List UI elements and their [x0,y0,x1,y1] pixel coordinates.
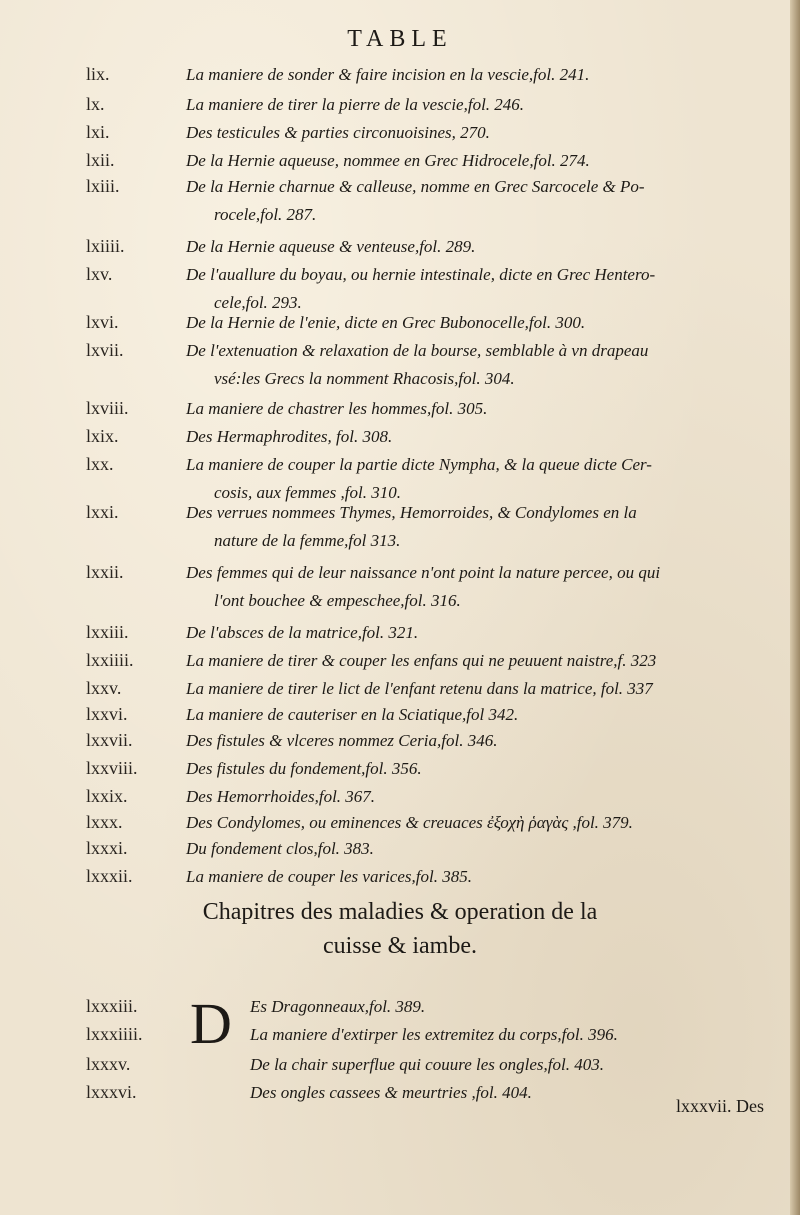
entry-number: lxxxiiii. [86,1024,143,1044]
entry-text-continuation: l'ont bouchee & empeschee,fol. 316. [214,591,461,610]
section-heading-line1: Chapitres des maladies & operation de la [202,899,598,925]
entry-number: lxxi. [86,502,119,522]
catchword: lxxxvii. Des [676,1096,764,1116]
entry-text: De la chair superflue qui couure les ongles,fol. 403. [250,1055,604,1074]
entry-number: lxii. [86,150,115,170]
entry-number: lxxxii. [86,866,133,886]
entry-text: De l'auallure du boyau, ou hernie intestinale, dicte en Grec Hentero- [186,265,656,284]
entry-text: La maniere de couper les varices,fol. 385. [186,867,472,886]
entry-number: lxxxiii. [86,996,138,1016]
drop-capital: D [190,991,232,1056]
entry-text: Des Condylomes, ou eminences & creuaces ἐξοχὴ ῥαγὰς ,fol. 379. [186,813,633,832]
entry-number: lxxxvi. [86,1082,137,1102]
entry-number: lxxii. [86,562,124,582]
entry-text: De la Hernie aqueuse & venteuse,fol. 289. [186,237,476,256]
entry-number: lxxix. [86,786,128,806]
entry-number: lxxiiii. [86,650,134,670]
entry-text: Des Hermaphrodites, fol. 308. [186,427,393,446]
entry-text: Des Hemorrhoides,fol. 367. [186,787,376,806]
entry-text: Des femmes qui de leur naissance n'ont point la nature percee, ou qui [186,563,661,582]
entry-number: lxiiii. [86,236,125,256]
entry-text: La maniere d'extirper les extremitez du corps,fol. 396. [250,1025,618,1044]
entry-text: La maniere de couper la partie dicte Nympha, & la queue dicte Cer- [186,455,652,474]
entry-number: lxviii. [86,398,129,418]
entry-text: Des verrues nommees Thymes, Hemorroides, & Condylomes en la [186,503,637,522]
entry-text-continuation: nature de la femme,fol 313. [214,531,401,550]
entry-text: Es Dragonneaux,fol. 389. [250,997,426,1016]
entry-text: La maniere de tirer & couper les enfans qui ne peuuent naistre,f. 323 [186,651,657,670]
entry-text: La maniere de chastrer les hommes,fol. 305. [186,399,488,418]
page-title: TABLE [347,26,453,52]
entry-number: lxxvii. [86,730,133,750]
entry-number: lxi. [86,122,110,142]
entry-number: lxx. [86,454,114,474]
entry-text-continuation: rocele,fol. 287. [214,205,317,224]
entry-text-continuation: cele,fol. 293. [214,293,302,312]
entry-number: lxix. [86,426,119,446]
entry-text: Des fistules du fondement,fol. 356. [186,759,422,778]
entry-number: lxv. [86,264,113,284]
entry-text-continuation: cosis, aux femmes ,fol. 310. [214,483,401,502]
entry-text: Des testicules & parties circonuoisines, 270. [186,123,490,142]
entry-text: La maniere de tirer le lict de l'enfant retenu dans la matrice, fol. 337 [186,679,653,698]
entry-number: lxxiii. [86,622,129,642]
section-heading-line2: cuisse & iambe. [323,933,477,959]
entry-number: lxxx. [86,812,123,832]
entry-text: La maniere de cauteriser en la Sciatique,fol 342. [186,705,519,724]
entry-text: De l'extenuation & relaxation de la bourse, semblable à vn drapeau [186,341,649,360]
entry-text: De la Hernie charnue & calleuse, nomme en Grec Sarcocele & Po- [186,177,645,196]
entry-number: lx. [86,94,105,114]
entry-number: lix. [86,64,110,84]
entry-number: lxxxv. [86,1054,131,1074]
entry-text: De la Hernie aqueuse, nommee en Grec Hidrocele,fol. 274. [186,151,590,170]
entry-number: lxxv. [86,678,122,698]
entry-number: lxvi. [86,312,119,332]
entry-text: La maniere de tirer la pierre de la vescie,fol. 246. [186,95,525,114]
entry-number: lxxvi. [86,704,128,724]
entry-text: Des fistules & vlceres nommez Ceria,fol. 346. [186,731,498,750]
entry-text: De la Hernie de l'enie, dicte en Grec Bubonocelle,fol. 300. [186,313,586,332]
entry-number: lxxviii. [86,758,138,778]
entry-number: lxxxi. [86,838,128,858]
entry-number: lxvii. [86,340,124,360]
entry-text-continuation: vsé:les Grecs la nomment Rhacosis,fol. 304. [214,369,515,388]
entry-text: De l'absces de la matrice,fol. 321. [186,623,419,642]
entry-text: Des ongles cassees & meurtries ,fol. 404. [250,1083,532,1102]
entry-number: lxiii. [86,176,120,196]
entry-text: La maniere de sonder & faire incision en la vescie,fol. 241. [186,65,590,84]
entry-text: Du fondement clos,fol. 383. [186,839,374,858]
